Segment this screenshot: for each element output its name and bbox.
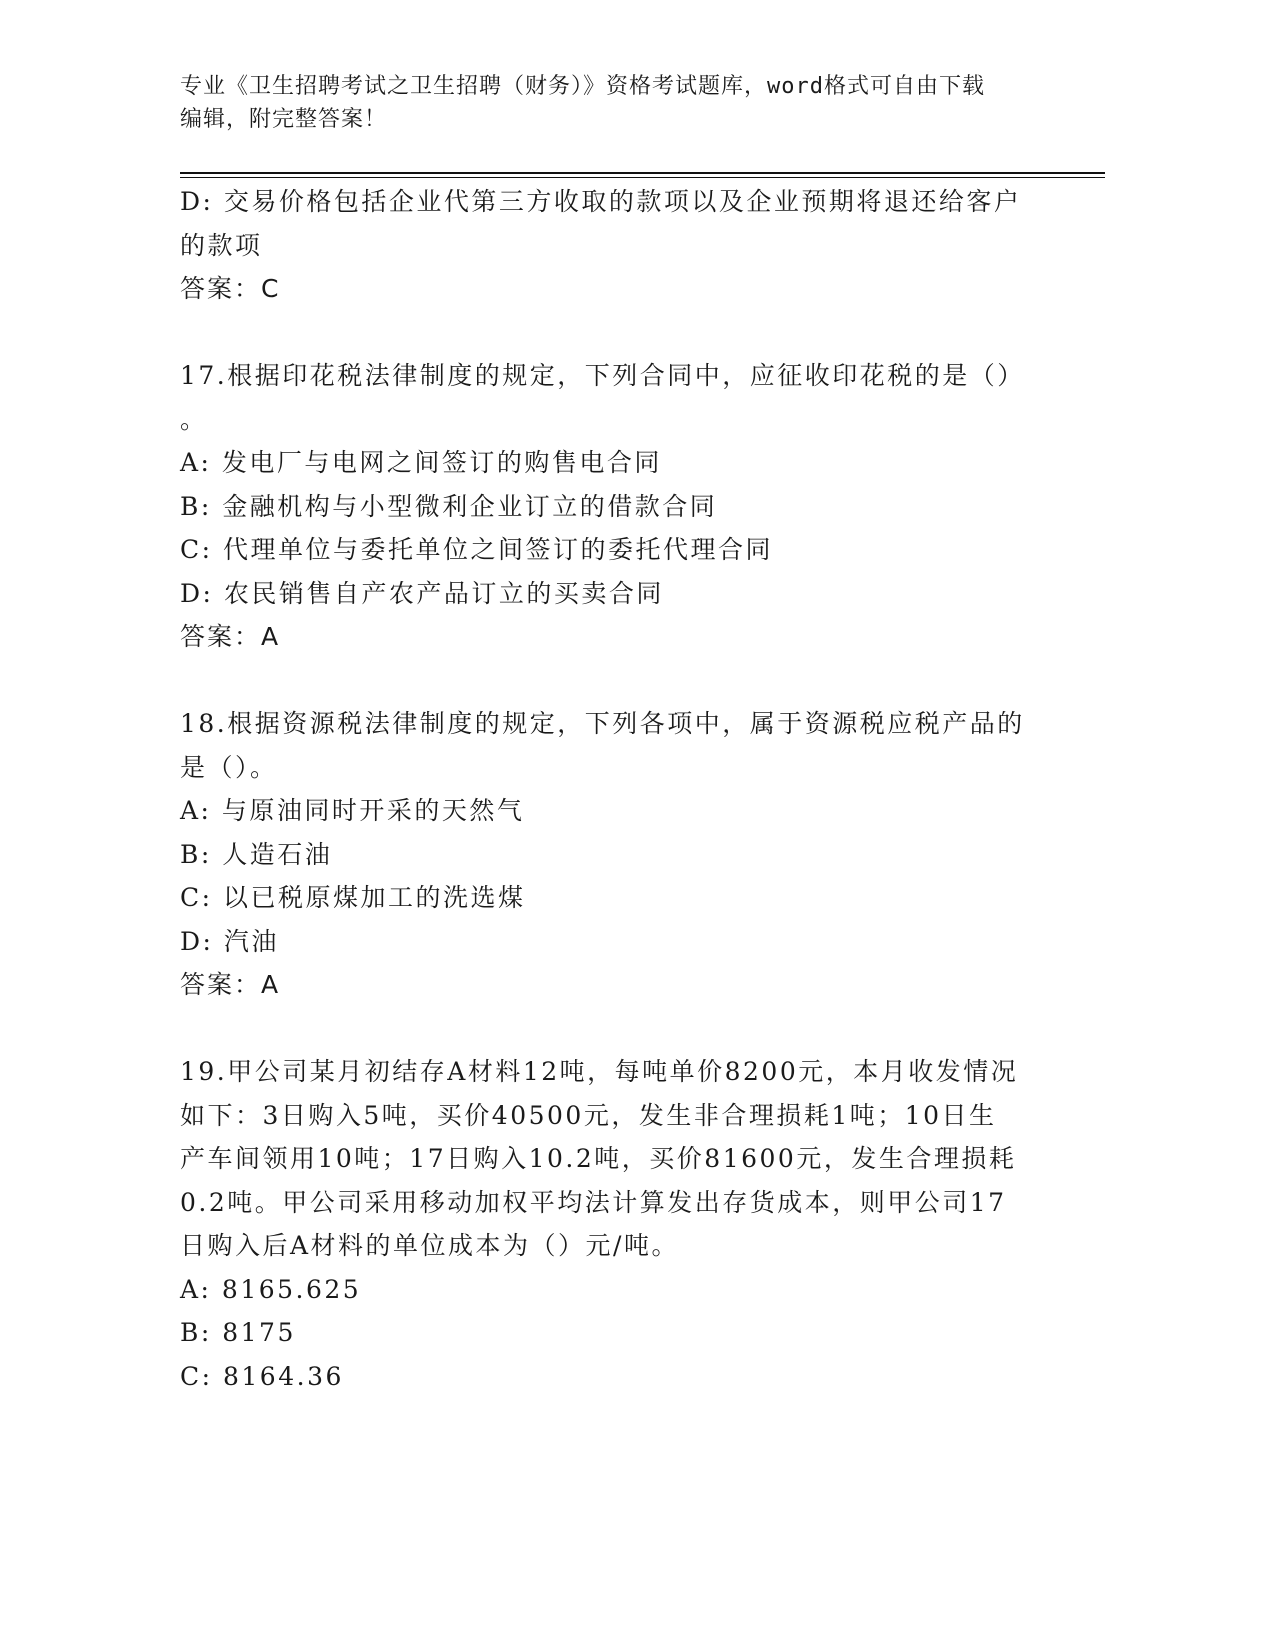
header-line-2: 编辑，附完整答案！ bbox=[180, 107, 388, 132]
spacer bbox=[180, 311, 1030, 355]
question-stem-line-1: 18.根据资源税法律制度的规定，下列各项中，属于资源税应税产品的 bbox=[180, 709, 1025, 738]
question-stem-line-1: 17.根据印花税法律制度的规定，下列合同中，应征收印花税的是（） bbox=[180, 361, 1025, 390]
question-stem-line-1: 19.甲公司某月初结存A材料12吨，每吨单价8200元，本月收发情况 bbox=[180, 1057, 1019, 1086]
answer-line: 答案：A bbox=[180, 622, 281, 651]
answer-line: 答案：A bbox=[180, 970, 281, 999]
question-stem-line-4: 0.2吨。甲公司采用移动加权平均法计算发出存货成本，则甲公司17 bbox=[180, 1187, 1007, 1217]
header-divider-thick bbox=[180, 172, 1105, 174]
question-stem-line-2: 。 bbox=[180, 404, 208, 434]
option-d: D: 农民销售自产农产品订立的买卖合同 bbox=[180, 578, 664, 608]
question-19 bbox=[180, 1050, 1030, 1398]
question-stem-line-3: 产车间领用10吨；17日购入10.2吨，买价81600元，发生合理损耗 bbox=[180, 1144, 1017, 1173]
option-c: C: 代理单位与委托单位之间签订的委托代理合同 bbox=[180, 535, 773, 564]
header-line-1: 专业《卫生招聘考试之卫生招聘（财务）》资格考试题库，word格式可自由下载 bbox=[180, 74, 985, 99]
document-header bbox=[180, 70, 1040, 136]
option-d: D: 汽油 bbox=[180, 926, 279, 956]
option-b: B: 8175 bbox=[180, 1318, 296, 1347]
option-b: B: 金融机构与小型微利企业订立的借款合同 bbox=[180, 491, 718, 521]
option-a: A: 发电厂与电网之间签订的购售电合同 bbox=[180, 448, 662, 477]
header-divider-thin bbox=[180, 177, 1105, 178]
question-stem-line-2: 如下：3日购入5吨，买价40500元，发生非合理损耗1吨；10日生 bbox=[180, 1100, 997, 1130]
question-16 bbox=[180, 180, 1030, 311]
option-d-line-2: 的款项 bbox=[180, 230, 263, 260]
option-a: A: 与原油同时开采的天然气 bbox=[180, 796, 525, 825]
spacer bbox=[180, 659, 1030, 703]
option-a: A: 8165.625 bbox=[180, 1274, 362, 1304]
answer-line: 答案：C bbox=[180, 274, 281, 303]
question-18 bbox=[180, 702, 1030, 1007]
question-list bbox=[180, 180, 1030, 1398]
option-c: C: 以已税原煤加工的洗选煤 bbox=[180, 883, 526, 912]
question-stem-line-2: 是（）。 bbox=[180, 752, 278, 782]
option-c: C: 8164.36 bbox=[180, 1361, 344, 1391]
option-b: B: 人造石油 bbox=[180, 839, 333, 869]
spacer bbox=[180, 1007, 1030, 1051]
question-stem-line-5: 日购入后A材料的单位成本为（）元/吨。 bbox=[180, 1231, 679, 1260]
option-d-line-1: D: 交易价格包括企业代第三方收取的款项以及企业预期将退还给客户 bbox=[180, 187, 1022, 216]
question-17 bbox=[180, 354, 1030, 659]
